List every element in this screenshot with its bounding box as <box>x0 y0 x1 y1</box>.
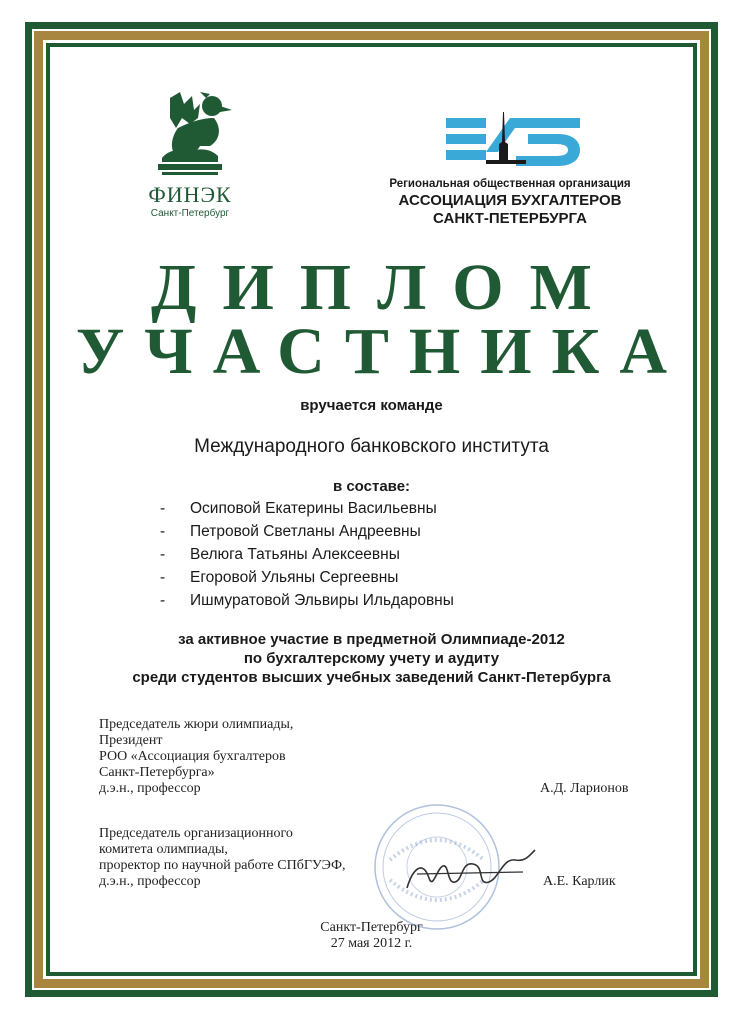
title-line: комитета олимпиады, <box>99 842 228 857</box>
association-logo <box>446 112 582 168</box>
diploma-title: ДИПЛОМ <box>151 251 618 324</box>
merit-line: среди студентов высших учебных заведений Санкт-Петербурга <box>132 669 611 686</box>
awarded-to-label: вручается команде <box>300 397 443 414</box>
title-line: Председатель жюри олимпиады, <box>99 717 294 732</box>
list-dash: - <box>160 592 166 609</box>
title-line: Санкт-Петербурга» <box>99 765 215 780</box>
list-item <box>160 566 560 589</box>
org-committee-chair-title <box>99 826 419 890</box>
association-name: АССОЦИАЦИЯ БУХГАЛТЕРОВ <box>398 192 622 209</box>
team-name: Международного банковского института <box>194 436 549 457</box>
member-list <box>160 497 560 612</box>
title-line: д.э.н., профессор <box>99 874 201 889</box>
city: Санкт-Петербург <box>320 920 423 935</box>
title-line: проректор по научной работе СПбГУЭФ, <box>99 858 346 873</box>
member-name: Ишмуратовой Эльвиры Ильдаровны <box>190 592 454 609</box>
jury-chair-title <box>99 717 399 797</box>
association-subtitle: Региональная общественная организация <box>389 178 631 190</box>
list-item <box>160 543 560 566</box>
title-line: РОО «Ассоциация бухгалтеров <box>99 749 286 764</box>
title-line: Президент <box>99 733 163 748</box>
list-dash: - <box>160 523 166 540</box>
association-city: САНКТ-ПЕТЕРБУРГА <box>433 210 587 227</box>
list-dash: - <box>160 546 166 563</box>
org-committee-chair-name: А.Е. Карлик <box>543 874 616 889</box>
merit-line: по бухгалтерскому учету и аудиту <box>243 650 500 667</box>
finek-name: ФИНЭК <box>148 182 232 207</box>
jury-chair-name: А.Д. Ларионов <box>540 781 629 796</box>
list-item <box>160 497 560 520</box>
member-name: Егоровой Ульяны Сергеевны <box>190 569 399 586</box>
member-name: Велюга Татьяны Алексеевны <box>190 546 400 563</box>
list-dash: - <box>160 569 166 586</box>
list-item <box>160 520 560 543</box>
member-name: Осиповой Екатерины Васильевны <box>190 500 437 517</box>
composition-label: в составе: <box>332 478 411 495</box>
merit-statement <box>0 630 743 687</box>
member-name: Петровой Светланы Андреевны <box>190 523 421 540</box>
list-dash: - <box>160 500 166 517</box>
place-and-date <box>0 920 743 952</box>
diploma-subtitle: УЧАСТНИКА <box>75 315 688 388</box>
title-line: Председатель организационного <box>99 826 293 841</box>
list-item <box>160 589 560 612</box>
handwritten-signature <box>403 848 538 900</box>
merit-line: за активное участие в предметной Олимпиаде-2012 <box>178 631 565 648</box>
title-line: д.э.н., профессор <box>99 781 201 796</box>
finek-city: Санкт-Петербург <box>150 208 230 219</box>
date: 27 мая 2012 г. <box>330 936 413 951</box>
